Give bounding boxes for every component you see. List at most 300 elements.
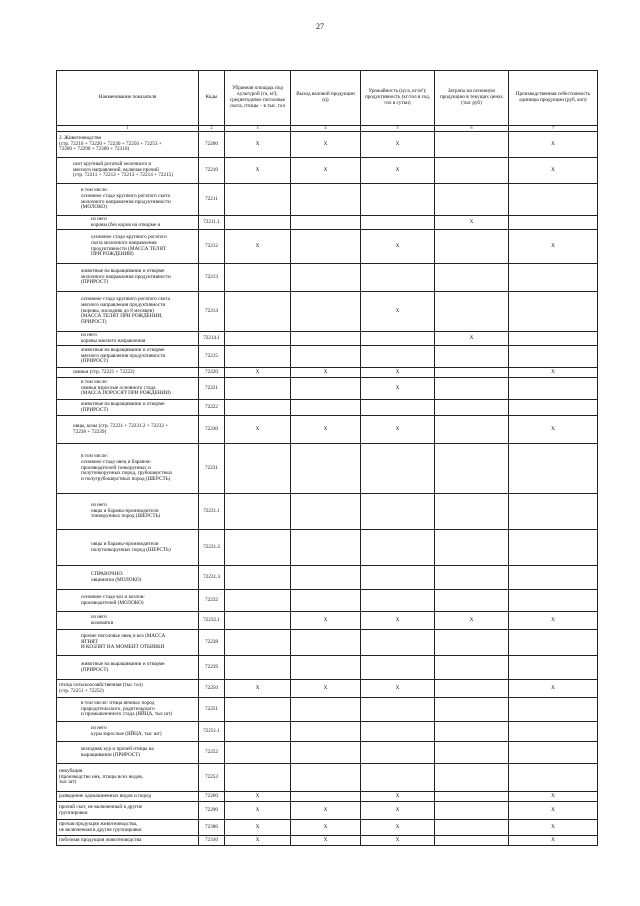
header-harvested-area: Убранная площадь под культурой (га, м²); среднегодовое поголовье скота, птицы – в тыс. гол <box>225 71 291 126</box>
value-cell[interactable]: X <box>225 416 291 444</box>
value-cell[interactable] <box>225 530 291 566</box>
value-cell[interactable]: X <box>361 378 435 400</box>
value-cell[interactable] <box>361 566 435 590</box>
value-cell[interactable] <box>435 722 509 742</box>
value-cell[interactable] <box>509 346 598 368</box>
indicator-name-line: (МАССА ТЕЛЯТ ПРИ РОЖДЕНИИ, <box>81 313 163 320</box>
value-cell[interactable] <box>509 216 598 230</box>
code-cell: 72222 <box>199 400 225 416</box>
value-cell[interactable] <box>291 792 361 802</box>
value-cell[interactable] <box>509 698 598 722</box>
code-cell: 72310 <box>199 836 225 846</box>
value-cell[interactable]: X <box>291 680 361 698</box>
table-row <box>57 802 598 820</box>
code-cell: 72232.1 <box>199 612 225 630</box>
column-number: 6 <box>435 126 509 132</box>
header-code: Коды <box>199 71 225 126</box>
indicator-name-line: животные на выращивании и откорме <box>81 400 165 407</box>
value-cell[interactable] <box>435 656 509 680</box>
value-cell[interactable]: X <box>509 230 598 264</box>
value-cell[interactable] <box>225 494 291 530</box>
indicator-name-cell <box>57 792 199 802</box>
column-number: 5 <box>361 126 435 132</box>
indicator-name-line: и полугрубошерстных пород (ШЕРСТЬ) <box>81 476 171 483</box>
table-row <box>57 216 598 230</box>
code-cell: 72251 <box>199 698 225 722</box>
value-cell[interactable]: X <box>361 612 435 630</box>
value-cell[interactable] <box>361 346 435 368</box>
code-cell: 72300 <box>199 820 225 836</box>
table-row <box>57 444 598 494</box>
value-cell[interactable]: X <box>361 158 435 184</box>
indicator-name-cell <box>57 132 199 158</box>
value-cell[interactable] <box>225 444 291 494</box>
value-cell[interactable] <box>361 184 435 216</box>
value-cell[interactable] <box>225 332 291 346</box>
value-cell[interactable]: X <box>509 680 598 698</box>
table-row <box>57 158 598 184</box>
indicator-name-line: основное стадо крупного рогатого скота <box>81 295 170 302</box>
table-row <box>57 230 598 264</box>
indicator-name-line: (коровы, молодняк до 8 месяцев) <box>81 307 154 314</box>
value-cell[interactable]: X <box>509 132 598 158</box>
value-cell[interactable]: X <box>435 612 509 630</box>
indicator-name-cell <box>57 494 199 530</box>
table-row <box>57 566 598 590</box>
value-cell[interactable] <box>291 264 361 292</box>
value-cell[interactable] <box>435 444 509 494</box>
value-cell[interactable]: X <box>225 836 291 846</box>
value-cell[interactable]: X <box>291 368 361 378</box>
indicator-name-cell <box>57 566 199 590</box>
indicator-name-line: в том числе: птица яичных пород <box>81 699 155 706</box>
value-cell[interactable] <box>291 292 361 332</box>
value-cell[interactable] <box>509 184 598 216</box>
indicator-name-cell <box>57 416 199 444</box>
indicator-name-cell <box>57 230 199 264</box>
value-cell[interactable] <box>291 630 361 656</box>
code-cell: 72211 <box>199 184 225 216</box>
indicator-name-cell <box>57 346 199 368</box>
value-cell[interactable]: X <box>225 158 291 184</box>
table-row <box>57 530 598 566</box>
value-cell[interactable] <box>435 132 509 158</box>
value-cell[interactable]: X <box>291 836 361 846</box>
value-cell[interactable] <box>435 792 509 802</box>
value-cell[interactable] <box>291 566 361 590</box>
value-cell[interactable] <box>291 216 361 230</box>
indicator-name-cell <box>57 698 199 722</box>
value-cell[interactable]: X <box>361 368 435 378</box>
value-cell[interactable]: X <box>361 292 435 332</box>
indicator-name-line: 72260 + 72290 + 72300 + 72310) <box>59 146 130 153</box>
table-row <box>57 612 598 630</box>
table-row <box>57 400 598 416</box>
value-cell[interactable] <box>225 378 291 400</box>
value-cell[interactable] <box>225 630 291 656</box>
table-row <box>57 378 598 400</box>
indicator-name-line: ПРИРОСТ) <box>81 319 107 326</box>
value-cell[interactable] <box>291 698 361 722</box>
header-yield: Урожайность (ц/га, кг/м²); продуктивность (кг/гол в год, гол в сутки) <box>361 71 435 126</box>
indicator-name-line: овцематки (МОЛОКО) <box>91 576 142 583</box>
value-cell[interactable]: X <box>509 792 598 802</box>
indicator-name-line: мясного направления продуктивности <box>81 352 166 359</box>
page-number: 27 <box>316 22 324 31</box>
value-cell[interactable] <box>435 680 509 698</box>
code-cell: 72214.1 <box>199 332 225 346</box>
value-cell[interactable] <box>509 630 598 656</box>
indicator-name-line: основное стадо крупного рогатого скота <box>81 192 170 199</box>
value-cell[interactable] <box>361 400 435 416</box>
value-cell[interactable] <box>509 264 598 292</box>
value-cell[interactable] <box>509 764 598 792</box>
value-cell[interactable] <box>225 184 291 216</box>
value-cell[interactable]: X <box>361 802 435 820</box>
indicator-name-line: 2. Животноводство <box>59 134 102 141</box>
indicator-name-cell <box>57 378 199 400</box>
header-costs: Затраты на основную продукцию в текущих ценах (тыс руб) <box>435 71 509 126</box>
indicator-name-cell <box>57 590 199 612</box>
indicator-name-line: не включенная в другие группировки <box>59 826 142 833</box>
indicator-name-line: в том числе: <box>81 186 109 193</box>
table-row <box>57 820 598 836</box>
indicator-name-line: из него <box>91 613 107 620</box>
value-cell[interactable]: X <box>291 820 361 836</box>
value-cell[interactable] <box>435 802 509 820</box>
indicator-name-line: из него <box>91 724 107 731</box>
table-row <box>57 722 598 742</box>
indicator-name-line: мясного направлений, включая прочий <box>73 166 159 173</box>
value-cell[interactable] <box>509 444 598 494</box>
value-cell[interactable] <box>361 742 435 764</box>
value-cell[interactable] <box>291 494 361 530</box>
table-row <box>57 346 598 368</box>
value-cell[interactable]: X <box>361 416 435 444</box>
value-cell[interactable] <box>225 764 291 792</box>
table-row <box>57 494 598 530</box>
value-cell[interactable] <box>291 346 361 368</box>
indicator-name-line: полутонкорунных пород, грубошерстных <box>81 470 173 477</box>
value-cell[interactable] <box>435 158 509 184</box>
value-cell[interactable] <box>291 444 361 494</box>
value-cell[interactable] <box>225 722 291 742</box>
indicator-name-line: в том числе: <box>81 378 109 385</box>
indicator-name-cell <box>57 368 199 378</box>
indicator-name-line: СПРАВОЧНО: <box>91 570 124 577</box>
value-cell[interactable]: X <box>361 820 435 836</box>
indicator-name-line: ПРИ РОЖДЕНИИ) <box>91 251 134 258</box>
indicator-name-cell <box>57 530 199 566</box>
indicator-name-cell <box>57 836 199 846</box>
indicator-name-line: прародительского, родительского <box>81 705 155 712</box>
indicator-name-cell <box>57 630 199 656</box>
code-cell: 72252 <box>199 742 225 764</box>
indicator-name-cell <box>57 802 199 820</box>
value-cell[interactable] <box>291 764 361 792</box>
table-body <box>57 132 598 846</box>
table-row <box>57 292 598 332</box>
indicator-name-line: (ПРИРОСТ) <box>81 358 109 365</box>
value-cell[interactable] <box>291 530 361 566</box>
value-cell[interactable] <box>435 292 509 332</box>
indicator-name-line: (стр. 72210 + 72220 + 72230 + 72250 + 72253 + <box>59 140 162 147</box>
value-cell[interactable] <box>361 494 435 530</box>
value-cell[interactable]: X <box>509 158 598 184</box>
value-cell[interactable]: X <box>225 820 291 836</box>
value-cell[interactable] <box>225 264 291 292</box>
code-cell: 72214 <box>199 292 225 332</box>
code-cell: 72220 <box>199 368 225 378</box>
indicator-name-line: животные на выращивании и откорме <box>81 267 165 274</box>
indicator-name-line: овцы и бараны-производители <box>91 507 159 514</box>
indicator-name-line: коровы мясного направления <box>81 337 146 344</box>
code-cell: 72250 <box>199 680 225 698</box>
table-row <box>57 132 598 158</box>
indicator-name-line: группировки <box>59 809 88 816</box>
value-cell[interactable]: X <box>225 132 291 158</box>
indicator-name-line: из него <box>91 501 107 508</box>
livestock-form-table <box>56 70 598 846</box>
indicator-name-line: основное стадо крупного рогатого <box>91 233 167 240</box>
code-cell: 72221 <box>199 378 225 400</box>
table-row <box>57 680 598 698</box>
value-cell[interactable] <box>435 742 509 764</box>
value-cell[interactable] <box>361 764 435 792</box>
indicator-name-line: 72238 + 72239) <box>73 428 107 435</box>
header-gross-output: Выход валовой продукции (ц) <box>291 71 361 126</box>
code-cell: 72213 <box>199 264 225 292</box>
indicator-name-line: животные на выращивании и откорме <box>81 660 165 667</box>
value-cell[interactable]: X <box>509 368 598 378</box>
value-cell[interactable]: X <box>435 332 509 346</box>
header-unit-cost: Производственная себестоимость единицы продукции (руб, коп) <box>509 71 598 126</box>
value-cell[interactable] <box>361 630 435 656</box>
table-row <box>57 264 598 292</box>
column-number: 3 <box>225 126 291 132</box>
indicator-name-line: овцы, козы (стр. 72231 + 72231.2 + 72232 + <box>73 422 169 429</box>
indicator-name-line: молочного направления продуктивности <box>81 198 171 205</box>
code-cell: 72253 <box>199 764 225 792</box>
indicator-name-line: разведение одомашненных видов и пород <box>59 792 152 799</box>
value-cell[interactable]: X <box>435 216 509 230</box>
indicator-name-line: основное стадо коз и козлов- <box>81 593 145 600</box>
indicator-name-cell <box>57 656 199 680</box>
value-cell[interactable] <box>435 230 509 264</box>
value-cell[interactable] <box>435 264 509 292</box>
value-cell[interactable] <box>225 742 291 764</box>
value-cell[interactable]: X <box>361 680 435 698</box>
indicator-name-cell <box>57 158 199 184</box>
indicator-name-line: (МОЛОКО) <box>81 204 107 211</box>
indicator-name-line: (ПРИРОСТ) <box>81 666 109 673</box>
indicator-name-line: прочие поголовье овец и коз (МАССА <box>81 632 166 639</box>
value-cell[interactable] <box>291 184 361 216</box>
indicator-name-line: полутонкорунных пород (ШЕРСТЬ) <box>91 546 171 553</box>
value-cell[interactable] <box>361 698 435 722</box>
value-cell[interactable] <box>509 742 598 764</box>
indicator-name-line: козоматки <box>91 619 114 626</box>
indicator-name-cell <box>57 612 199 630</box>
indicator-name-cell <box>57 722 199 742</box>
value-cell[interactable] <box>435 698 509 722</box>
value-cell[interactable] <box>509 292 598 332</box>
value-cell[interactable] <box>509 590 598 612</box>
indicator-name-cell <box>57 820 199 836</box>
value-cell[interactable] <box>435 630 509 656</box>
value-cell[interactable] <box>225 612 291 630</box>
value-cell[interactable] <box>291 722 361 742</box>
value-cell[interactable]: X <box>291 802 361 820</box>
value-cell[interactable] <box>361 656 435 680</box>
indicator-name-line: свиньи взрослые основного стада <box>81 384 156 391</box>
value-cell[interactable]: X <box>509 836 598 846</box>
value-cell[interactable]: X <box>361 836 435 846</box>
value-cell[interactable] <box>435 764 509 792</box>
indicator-name-line: птица сельскохозяйственная (тыс гол) <box>59 681 143 688</box>
value-cell[interactable]: X <box>509 802 598 820</box>
value-cell[interactable] <box>435 836 509 846</box>
indicator-name-cell <box>57 292 199 332</box>
value-cell[interactable] <box>509 494 598 530</box>
value-cell[interactable] <box>225 216 291 230</box>
code-cell: 72230 <box>199 416 225 444</box>
value-cell[interactable] <box>291 742 361 764</box>
value-cell[interactable]: X <box>509 820 598 836</box>
value-cell[interactable]: X <box>361 132 435 158</box>
code-cell: 72232 <box>199 590 225 612</box>
value-cell[interactable]: X <box>291 416 361 444</box>
indicator-name-line: продуктивности (МАССА ТЕЛЯТ <box>91 245 167 252</box>
table-row <box>57 742 598 764</box>
indicator-name-line: (МАССА ПОРОСЯТ ПРИ РОЖДЕНИИ) <box>81 390 171 397</box>
code-cell: 72231.3 <box>199 566 225 590</box>
value-cell[interactable] <box>225 400 291 416</box>
value-cell[interactable] <box>509 530 598 566</box>
indicator-name-line: основное стадо овец и баранов- <box>81 458 152 465</box>
table-row <box>57 792 598 802</box>
value-cell[interactable] <box>509 332 598 346</box>
value-cell[interactable]: X <box>291 612 361 630</box>
value-cell[interactable]: X <box>225 802 291 820</box>
table-row <box>57 184 598 216</box>
code-cell: 72290 <box>199 802 225 820</box>
value-cell[interactable]: X <box>225 230 291 264</box>
indicator-name-line: (стр. 72251 + 72252) <box>59 687 104 694</box>
value-cell[interactable] <box>435 416 509 444</box>
code-cell: 72215 <box>199 346 225 368</box>
value-cell[interactable] <box>225 656 291 680</box>
value-cell[interactable] <box>361 332 435 346</box>
value-cell[interactable] <box>225 698 291 722</box>
value-cell[interactable] <box>509 400 598 416</box>
column-number: 1 <box>57 126 199 132</box>
value-cell[interactable] <box>435 566 509 590</box>
code-cell: 72238 <box>199 630 225 656</box>
value-cell[interactable] <box>435 346 509 368</box>
indicator-name-line: (производство инк. птицы всех видов, <box>59 773 144 780</box>
value-cell[interactable] <box>361 590 435 612</box>
value-cell[interactable] <box>509 656 598 680</box>
value-cell[interactable] <box>435 530 509 566</box>
column-number: 7 <box>509 126 598 132</box>
value-cell[interactable] <box>291 590 361 612</box>
value-cell[interactable] <box>225 590 291 612</box>
code-cell: 72210 <box>199 158 225 184</box>
indicator-name-line: овцы и бараны-производители <box>91 540 159 547</box>
value-cell[interactable]: X <box>291 132 361 158</box>
value-cell[interactable]: X <box>225 680 291 698</box>
value-cell[interactable] <box>435 368 509 378</box>
value-cell[interactable] <box>435 590 509 612</box>
indicator-name-line: ЯГНЯТ <box>81 638 98 645</box>
indicator-name-line: тыс шт) <box>59 779 77 786</box>
value-cell[interactable] <box>361 216 435 230</box>
value-cell[interactable]: X <box>291 158 361 184</box>
indicator-name-cell <box>57 742 199 764</box>
value-cell[interactable]: X <box>361 230 435 264</box>
value-cell[interactable] <box>435 378 509 400</box>
value-cell[interactable]: X <box>361 792 435 802</box>
code-cell: 72212 <box>199 230 225 264</box>
value-cell[interactable] <box>435 184 509 216</box>
value-cell[interactable] <box>225 346 291 368</box>
table-row <box>57 630 598 656</box>
value-cell[interactable] <box>361 444 435 494</box>
value-cell[interactable] <box>291 378 361 400</box>
code-cell: 72251.1 <box>199 722 225 742</box>
value-cell[interactable] <box>435 820 509 836</box>
value-cell[interactable] <box>509 722 598 742</box>
table-row <box>57 590 598 612</box>
indicator-name-line: (стр. 72211 + 72212 + 72213 + 72214 + 72215) <box>73 172 174 179</box>
code-cell: 72200 <box>199 132 225 158</box>
value-cell[interactable] <box>361 264 435 292</box>
value-cell[interactable] <box>225 566 291 590</box>
table-row <box>57 836 598 846</box>
value-cell[interactable]: X <box>225 792 291 802</box>
indicator-name-line: молочного направления продуктивности <box>81 273 171 280</box>
table-row <box>57 332 598 346</box>
indicator-name-cell <box>57 264 199 292</box>
value-cell[interactable] <box>291 400 361 416</box>
value-cell[interactable] <box>291 332 361 346</box>
value-cell[interactable] <box>509 378 598 400</box>
indicator-name-cell <box>57 444 199 494</box>
table-row <box>57 764 598 792</box>
value-cell[interactable] <box>509 566 598 590</box>
value-cell[interactable] <box>435 400 509 416</box>
value-cell[interactable] <box>435 494 509 530</box>
indicator-name-line: скота молочного направления <box>91 239 157 246</box>
value-cell[interactable]: X <box>509 612 598 630</box>
code-cell: 72211.1 <box>199 216 225 230</box>
indicator-name-line: коровы (без коров на откорме и <box>91 221 161 228</box>
value-cell[interactable] <box>291 656 361 680</box>
indicator-name-line: скот крупный рогатый молочного и <box>73 160 152 167</box>
value-cell[interactable]: X <box>225 368 291 378</box>
value-cell[interactable] <box>361 722 435 742</box>
value-cell[interactable] <box>361 530 435 566</box>
header-row <box>57 71 598 126</box>
indicator-name-cell <box>57 400 199 416</box>
indicator-name-line: побочная продукция животноводства <box>59 836 142 843</box>
value-cell[interactable]: X <box>509 416 598 444</box>
value-cell[interactable] <box>225 292 291 332</box>
indicator-name-line: (ПРИРОСТ) <box>81 406 109 413</box>
indicator-name-line: куры взрослые (ЯЙЦА, тыс шт) <box>91 730 162 737</box>
value-cell[interactable] <box>291 230 361 264</box>
